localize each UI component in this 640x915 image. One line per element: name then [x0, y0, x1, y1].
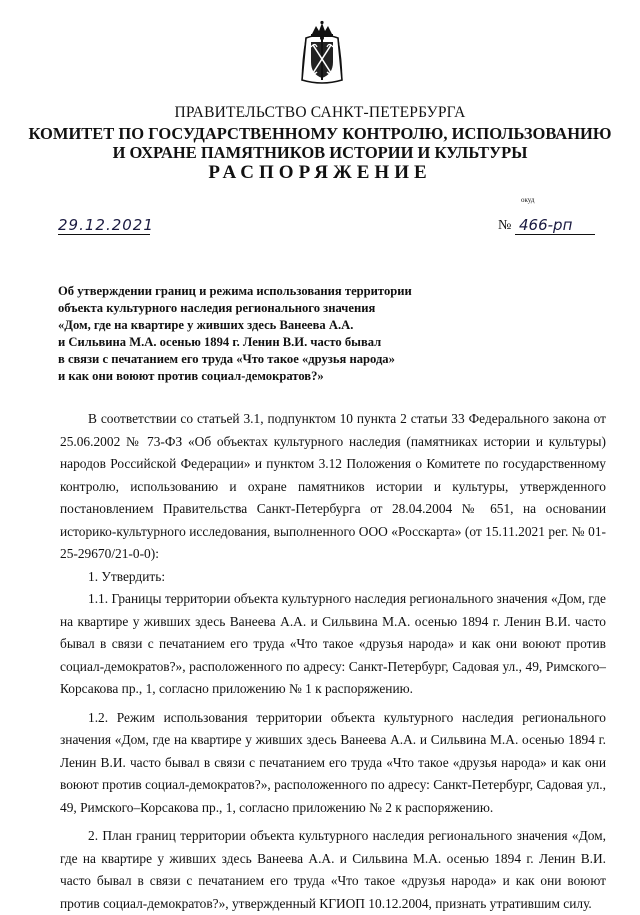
- title-line: Об утверждении границ и режима использования территории: [58, 284, 412, 298]
- document-type: РАСПОРЯЖЕНИЕ: [208, 162, 432, 183]
- okud-label: окуд: [521, 196, 535, 204]
- number-sign: №: [498, 218, 512, 233]
- document-date: 29.12.2021: [58, 216, 154, 234]
- title-line: и Сильвина М.А. осенью 1894 г. Ленин В.И. часто бывал: [58, 335, 382, 349]
- st-petersburg-coat-of-arms-icon: [298, 20, 346, 86]
- committee-title-line1: КОМИТЕТ ПО ГОСУДАРСТВЕННОМУ КОНТРОЛЮ, ИСПОЛЬЗОВАНИЮ: [28, 124, 612, 143]
- item-1-1: 1.1. Границы территории объекта культурного наследия регионального значения «Дом, где на квартире у живших здесь Ванеева А.А. и Сильвина М.А. осенью 1894 г. Ленин В.И. часто бывал в связи с печатанием его труда «Что такое «друзья народа» и как они воюют против социал-демократов?», расположенного по адресу: Санкт-Петербург, Садовая ул., 49, Римского–Корсакова пр., 1, согласно приложению № 1 к распоряжению.: [60, 591, 606, 696]
- government-title: ПРАВИТЕЛЬСТВО САНКТ-ПЕТЕРБУРГА: [174, 104, 466, 121]
- document-title: [58, 283, 458, 385]
- document-body: [60, 408, 606, 915]
- title-line: в связи с печатанием его труда «Что такое «друзья народа»: [58, 352, 395, 366]
- item-1-2: 1.2. Режим использования территории объекта культурного наследия регионального значения «Дом, где на квартире у живших здесь Ванеева А.А. и Сильвина М.А. осенью 1894 г. Ленин В.И. часто бывал в связи с печатанием его труда «Что такое «друзья народа» и как они воюют против социал-демократов?», расположенного по адресу: Санкт-Петербург, Садовая ул., 49, Римского–Корсакова пр., 1, согласно приложению № 2 к распоряжению.: [60, 709, 606, 815]
- document-number: 466-рп: [515, 216, 595, 235]
- preamble-paragraph: В соответствии со статьей 3.1, подпунктом 10 пункта 2 статьи 33 Федерального закона от 25.06.2002 № 73-ФЗ «Об объектах культурного наследия (памятниках истории и культуры) народов Российской Федерации» и пунктом 3.12 Положения о Комитете по государственному контролю, использованию и охране памятников истории и культуры, утвержденного постановлением Правительства Санкт-Петербурга от 28.04.2004 № 651, на основании историко-культурного исследования, выполненного ООО «Росскарта» (от 15.11.2021 рег. № 01-25-29670/21-0-0):: [60, 411, 606, 561]
- title-line: объекта культурного наследия регионального значения: [58, 301, 376, 315]
- item-1: 1. Утвердить:: [88, 568, 166, 584]
- title-line: и как они воюют против социал-демократов?»: [58, 369, 324, 383]
- title-line: «Дом, где на квартире у живших здесь Ванеева А.А.: [58, 318, 354, 332]
- committee-title-line2: И ОХРАНЕ ПАМЯТНИКОВ ИСТОРИИ И КУЛЬТУРЫ: [112, 143, 528, 162]
- item-2: 2. План границ территории объекта культурного наследия регионального значения «Дом, где на квартире у живших здесь Ванеева А.А. и Сильвина М.А. осенью 1894 г. Ленин В.И. часто бывал в связи с печатанием его труда «Что такое «друзья народа» и как они воюют против социал-демократов?», утвержденный КГИОП 10.12.2004, признать утратившим силу.: [60, 828, 606, 911]
